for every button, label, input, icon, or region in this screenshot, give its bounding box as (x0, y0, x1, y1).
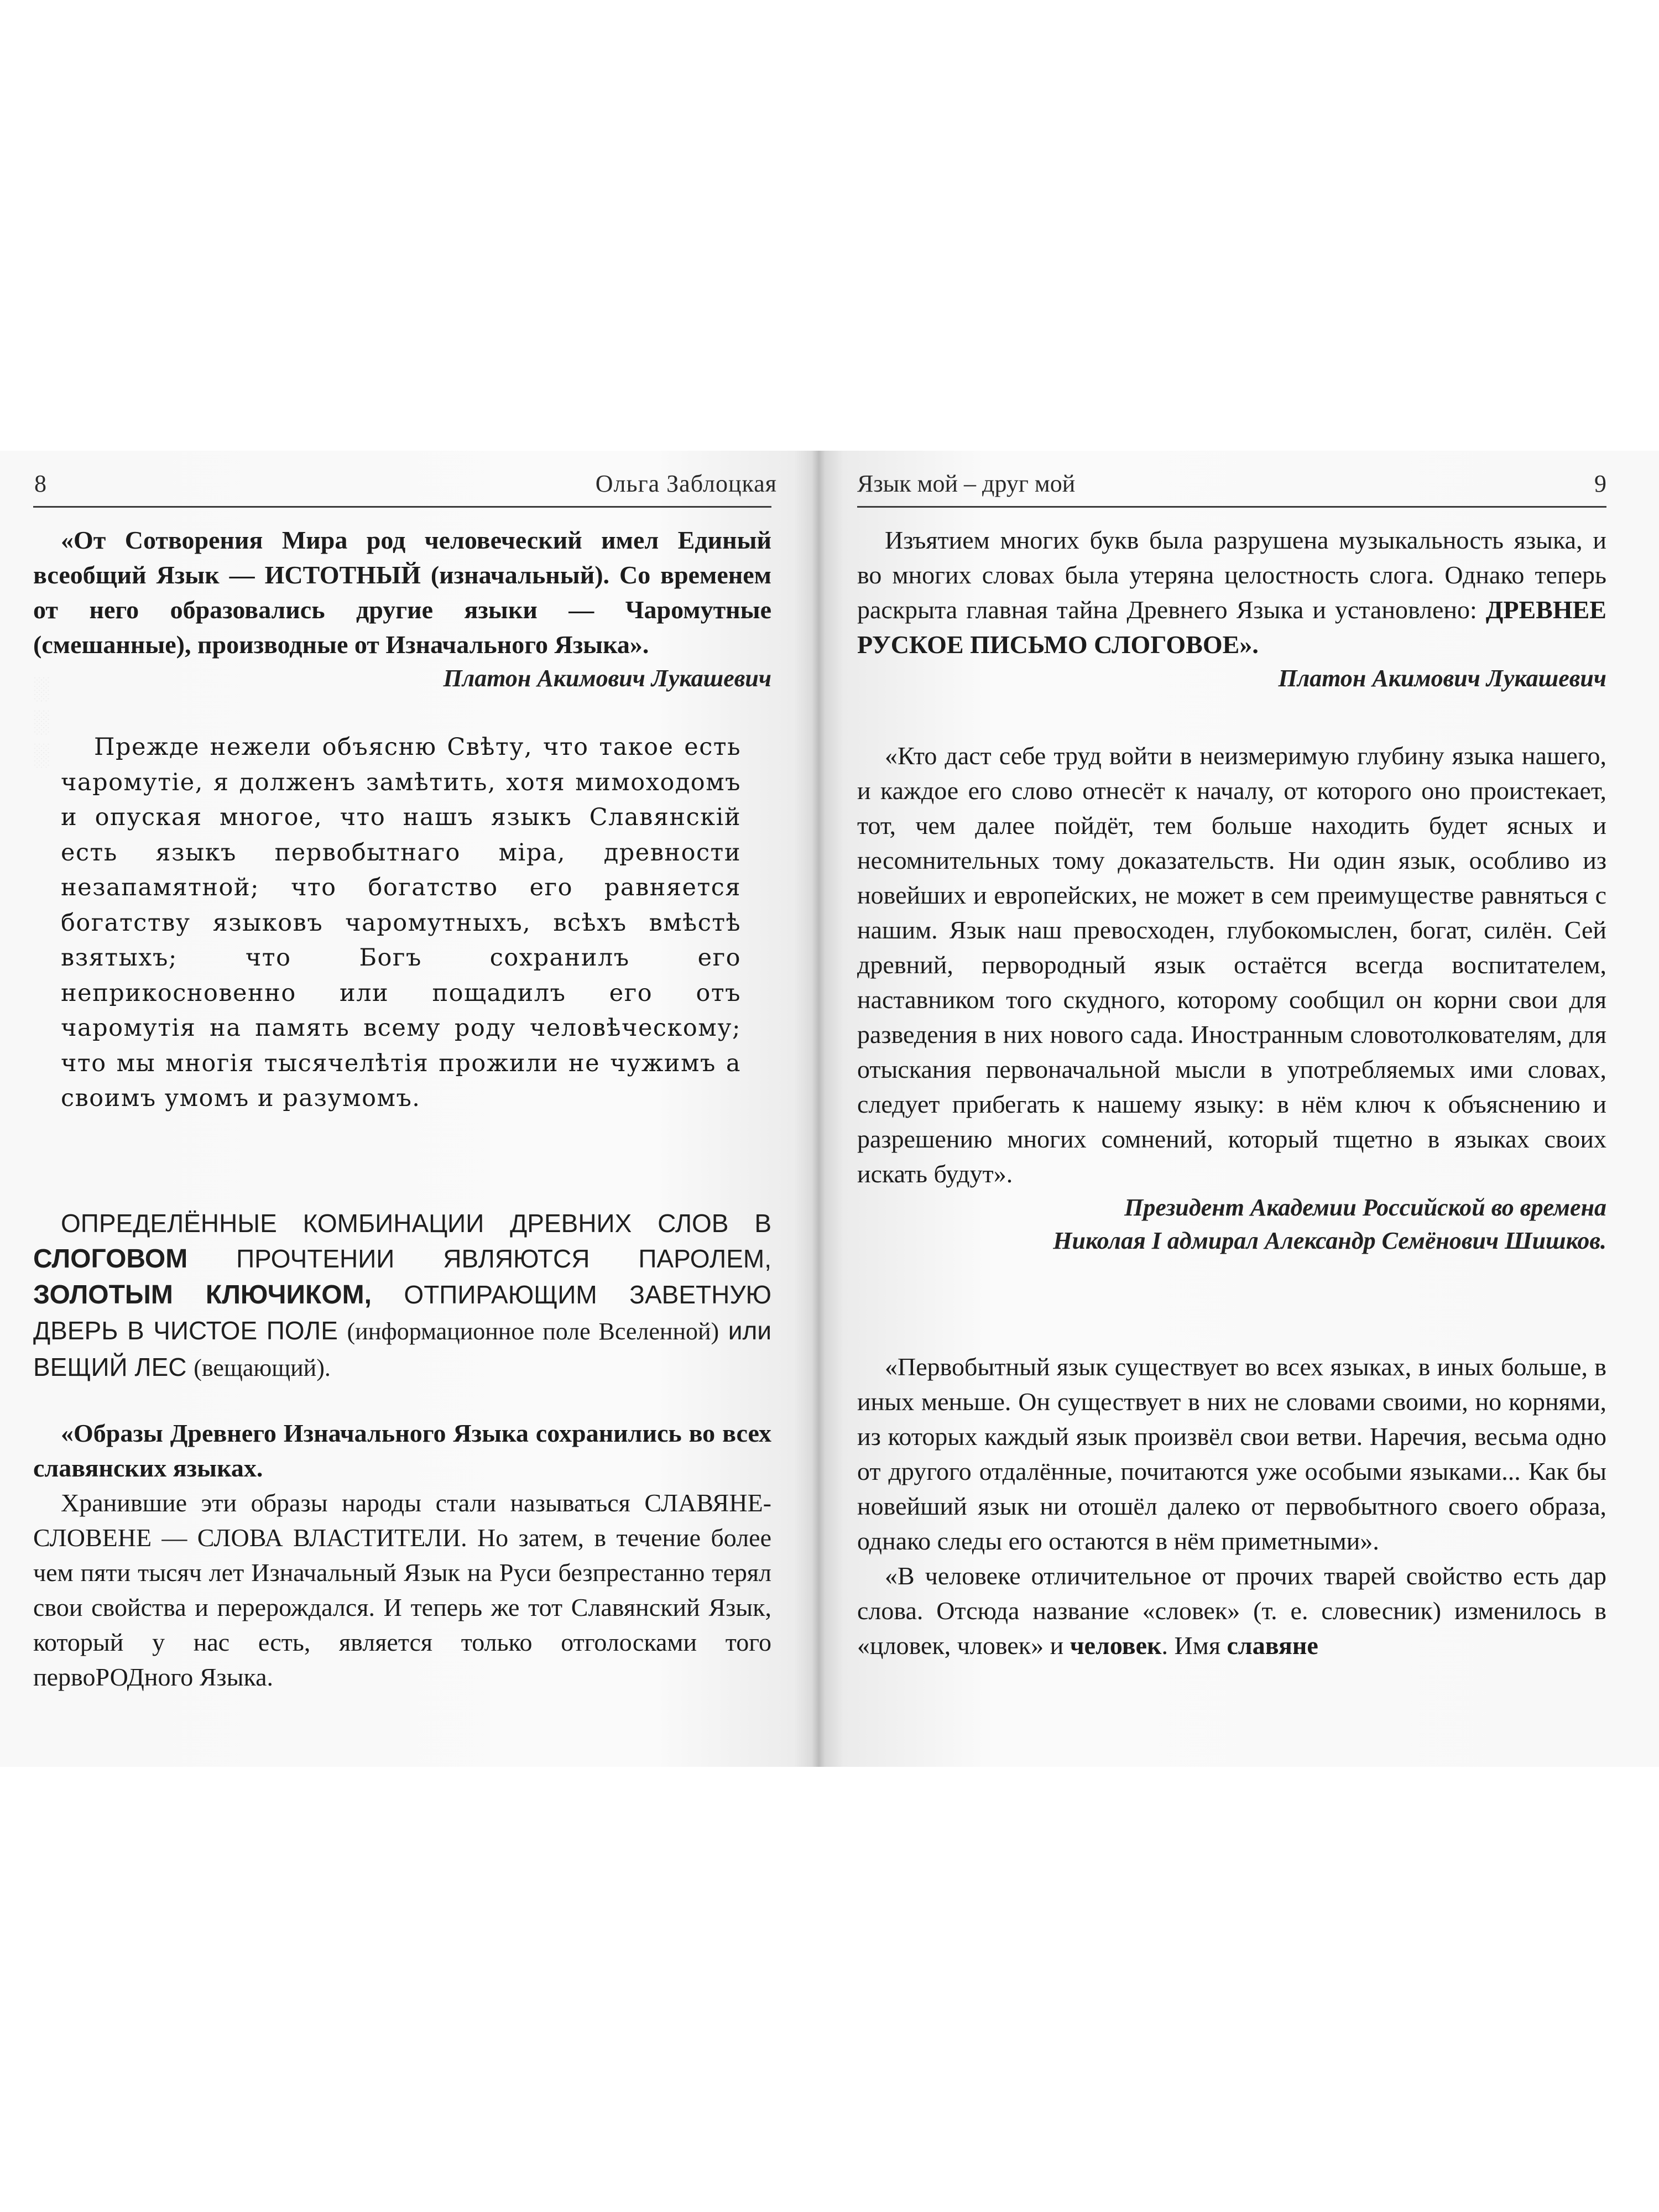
right-paragraph-1 (857, 523, 1606, 695)
caps-paren-2: (вещающий). (194, 1354, 331, 1381)
quote-1-author: Платон Акимович Лукашевич (443, 665, 771, 692)
right-para-1-text: Изъятием многих букв была разрушена музыкальность языка, и во многих словах была утеряна целостность слога. Однако теперь раскрыта главная тайна Древнего Языка и установлено: (857, 526, 1606, 624)
right-page (818, 451, 1659, 1767)
right-header-rule (857, 506, 1606, 508)
caps-paren-1: (информационное поле Вселенной) (347, 1318, 719, 1345)
left-page (0, 451, 818, 1767)
right-quote-4-bold-1: человек (1070, 1631, 1162, 1660)
right-quote-4-part-2: . Имя (1161, 1631, 1227, 1660)
caps-part-4: или ВЕЩИЙ ЛЕС (33, 1316, 772, 1381)
book-gutter (812, 451, 825, 1767)
quote-2-text: «Образы Древнего Изначального Языка сохранились во всех славянских языках. (33, 1419, 771, 1482)
right-para-1-author: Платон Акимович Лукашевич (1278, 665, 1606, 692)
left-quote-2 (33, 1416, 771, 1694)
left-page-number: 8 (34, 470, 46, 497)
caps-part-2: ПРОЧТЕНИИ ЯВЛЯЮТСЯ ПАРОЛЕМ, (187, 1244, 771, 1273)
left-header-rule (33, 506, 771, 508)
left-running-head: Ольга Заблоцкая (595, 470, 777, 497)
caps-paragraph (33, 1206, 771, 1386)
caps-part-3: ОТПИРАЮЩИМ ЗАВЕТНУЮ ДВЕРЬ В ЧИСТОЕ ПОЛЕ (33, 1280, 772, 1345)
right-quote-2-author-line-2: Николая I адмирал Александр Семёнович Шишков. (1053, 1227, 1606, 1254)
right-quote-4-bold-2: славяне (1227, 1631, 1318, 1660)
old-orthography-excerpt (61, 730, 741, 1117)
right-quote-3-text: «Первобытный язык существует во всех языках, в иных больше, в иных меньше. Он существует в них не словами своими, но корнями, из которых каждый язык произвёл свои ветви. Наречия, весьма одно от другого отдалённые, почитаются уже особыми языками... Как бы новейший язык ни отошёл далеко от первобытного своего образа, однако следы его остаются в нём приметными». (857, 1353, 1606, 1555)
right-quote-2-author-line-1: Президент Академии Российской во времена (1124, 1194, 1606, 1221)
left-quote-1 (33, 523, 771, 695)
caps-part-1: ОПРЕДЕЛЁННЫЕ КОМБИНАЦИИ ДРЕВНИХ СЛОВ В (61, 1209, 771, 1238)
right-running-head: Язык мой – друг мой (857, 470, 1076, 497)
quote-1-text: «От Сотворения Мира род человеческий имел Единый всеобщий Язык — ИСТОТНЫЙ (изначальный). Со временем от него образовались другие языки — Чаромутные (смешанные), производные от Изначального Языка». (33, 526, 771, 659)
caps-em-1: СЛОГОВОМ (33, 1244, 188, 1274)
right-quote-2 (857, 738, 1606, 1258)
right-quote-4-part-1: «В человеке отличительное от прочих тварей свойство есть дар слова. Отсюда название «словек» (т. е. словесник) изменилось в «цловек, чловек» и (857, 1562, 1606, 1660)
right-quote-3 (857, 1349, 1606, 1663)
book-spread (0, 451, 1659, 1767)
right-page-number: 9 (1594, 470, 1606, 497)
old-orthography-text: Прежде нежели объясню Свѣту, что такое есть чаромутіе, я долженъ замѣтить, хотя мимоходомъ и опуская многое, что нашъ языкъ Славянскій есть языкъ первобытнаго міра, древности незапамятной; что богатство его равняется богатству языковъ чаромутныхъ, всѣхъ вмѣстѣ взятыхъ; что Богъ сохранилъ его неприкосновенно или пощадилъ его отъ чаромутія на память всему роду человѣческому; что мы многія тысячелѣтія прожили не чужимъ а своимъ умомъ и разумомъ. (61, 733, 741, 1112)
right-quote-2-text: «Кто даст себе труд войти в неизмеримую глубину языка нашего, и каждое его слово отнесёт к началу, от которого оно проистекает, тот, чем далее пойдёт, тем больше находить будет ясных и несомнительных тому доказательств. Ни один язык, особливо из новейших и европейских, не может в сем преимуществе равняться с нашим. Язык наш превосходен, глубокомыслен, богат, силён. Сей древний, первородный язык остаётся всегда воспитателем, наставником того скудного, которому сообщил он корни свои для разведения в них нового сада. Иностранным словотолкователям, для отыскания первоначальной мысли в употребляемых ими словах, следует прибегать к нашему языку: в нём ключ к объяснению и разрешению многих сомнений, который тщетно в языках своих искать будут». (857, 742, 1606, 1188)
right-para-1-bold: ДРЕВНЕЕ РУСКОЕ ПИСЬМО СЛОГОВОЕ». (857, 596, 1606, 659)
caps-em-2: ЗОЛОТЫМ КЛЮЧИКОМ, (33, 1280, 372, 1310)
left-paragraph-1: Хранившие эти образы народы стали называться СЛАВЯНЕ-СЛОВЕНЕ — СЛОВА ВЛАСТИТЕЛИ. Но затем, в течение более чем пяти тысяч лет Изначальный Язык на Руси безпрестанно терял свои свойства и перерождался. И теперь же тот Славянский Язык, который у нас есть, является только отголосками того первоРОДного Языка. (33, 1489, 771, 1691)
